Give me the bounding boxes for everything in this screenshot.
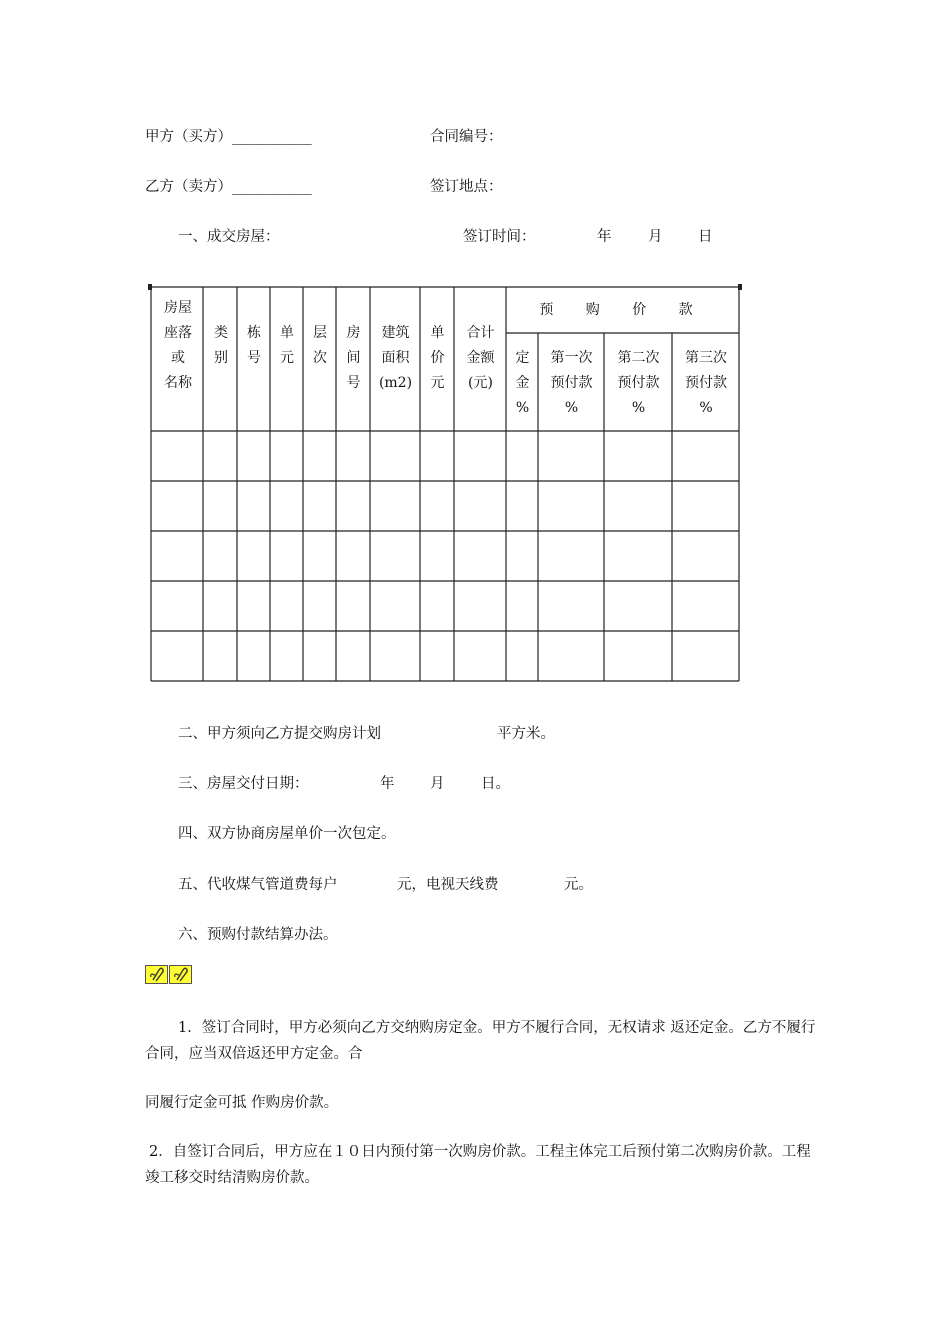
col-header-unit: 单 元	[280, 325, 294, 366]
sign-year-label: 年	[597, 229, 612, 245]
section-3-year: 年	[380, 776, 395, 792]
paragraph-1: 1．签订合同时，甲方必须向乙方交纳购房定金。甲方不履行合同，无权请求 返还定金。乙方不履行合同，应当双倍返还甲方定金。合	[145, 1020, 816, 1062]
section-6-text: 六、预购付款结算办法。	[178, 927, 338, 943]
section-2-text: 二、甲方须向乙方提交购房计划	[178, 726, 381, 742]
section-5-end: 元。	[564, 877, 593, 893]
col-header-location: 房屋 座落 或 名称	[164, 300, 192, 391]
sign-day-label: 日	[698, 229, 713, 245]
paragraph-1-continued: 同履行定金可抵 作购房价款。	[145, 1095, 339, 1111]
col-header-unit-price: 单 价 元	[430, 325, 445, 391]
section-4-text: 四、双方协商房屋单价一次包定。	[178, 826, 396, 842]
party-b-line: 乙方（卖方）___________	[145, 179, 312, 195]
col-header-building: 栋 号	[247, 325, 261, 366]
col-header-total: 合计 金额 (元)	[466, 325, 495, 391]
sign-time-label: 签订时间：	[463, 229, 536, 245]
paragraph-2: 2．自签订合同后，甲方应在１０日内预付第一次购房价款。工程主体完工后预付第二次购房价款。工程竣工移交时结清购房价款。	[145, 1144, 811, 1186]
section-5-tv-fee: 元，电视天线费	[397, 877, 499, 893]
col-header-deposit: 定 金 %	[515, 350, 530, 416]
col-header-third-payment: 第三次 预付款 %	[685, 350, 727, 416]
section-3-day: 日。	[481, 776, 510, 792]
col-header-first-payment: 第一次 预付款 %	[550, 350, 593, 416]
section-3-month: 月	[430, 776, 445, 792]
sign-place-label: 签订地点：	[430, 179, 503, 195]
prepay-group-title: 预 购 价 款	[539, 302, 707, 318]
section-5-text: 五、代收煤气管道费每户	[178, 877, 338, 893]
section-2-unit: 平方米。	[497, 726, 555, 742]
property-table	[148, 284, 742, 684]
contract-number-label: 合同编号：	[430, 129, 503, 145]
col-header-type: 类 别	[214, 325, 228, 366]
col-header-second-payment: 第二次 预付款 %	[617, 350, 660, 416]
section-1-title: 一、成交房屋：	[178, 229, 280, 245]
col-header-area: 建筑 面积 (m2)	[378, 325, 413, 391]
col-header-floor: 层 次	[313, 325, 327, 366]
section-3-text: 三、房屋交付日期：	[178, 776, 309, 792]
col-header-room: 房 间 号	[346, 325, 361, 391]
sign-month-label: 月	[648, 229, 663, 245]
party-a-line: 甲方（买方）___________	[145, 129, 312, 145]
paperclip-icon[interactable]	[145, 965, 168, 984]
attachment-icons	[145, 965, 191, 983]
paperclip-icon[interactable]	[169, 965, 192, 984]
